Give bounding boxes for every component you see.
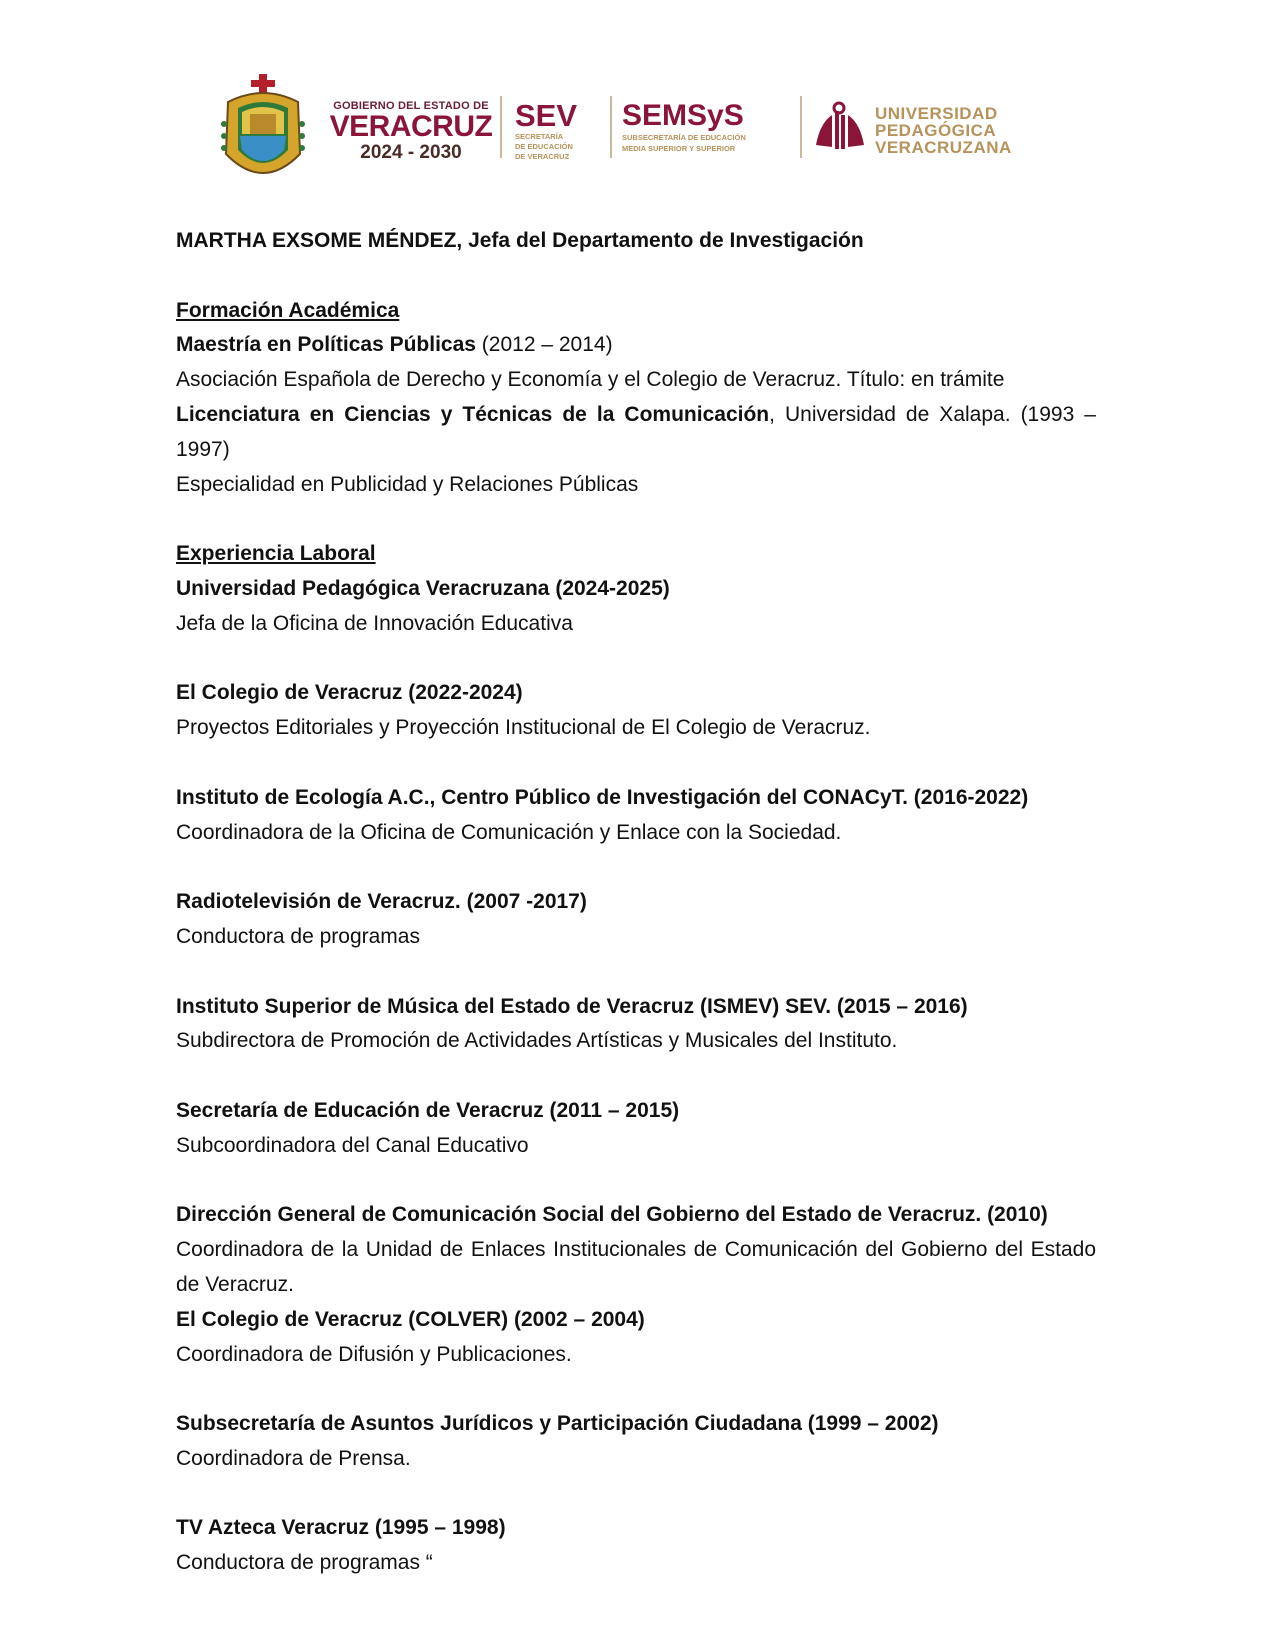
semsys-sub1: SUBSECRETARÍA DE EDUCACIÓN [622,133,746,142]
gobierno-line3: 2024 - 2030 [360,142,462,163]
experience-item [176,781,1096,851]
upv-emblem-icon [814,101,866,153]
sev-logo [515,100,605,162]
sev-title: SEV [515,98,578,133]
experience-item [176,1198,1096,1302]
degree: Licenciatura en Ciencias y Técnicas de la Comunicación [176,402,770,426]
experience-item [176,1303,1096,1373]
role: Conductora de programas “ [176,1551,433,1575]
employer: Dirección General de Comunicación Social del Gobierno del Estado de Veracruz. (2010) [176,1203,1048,1227]
sev-sub3: DE VERACRUZ [515,152,570,161]
cv-heading [176,224,1096,259]
education-item [176,328,1096,363]
divider [500,96,502,158]
experience-item [176,885,1096,955]
semsys-sub2: MEDIA SUPERIOR Y SUPERIOR [622,144,736,153]
upv-line2: PEDAGÓGICA [875,121,997,140]
role: Proyectos Editoriales y Proyección Institucional de El Colegio de Veracruz. [176,716,871,740]
person-role: , Jefa del Departamento de Investigación [456,229,864,252]
employer: Instituto Superior de Música del Estado de Veracruz (ISMEV) SEV. (2015 – 2016) [176,994,968,1018]
education-detail: Especialidad en Publicidad y Relaciones Públicas [176,472,639,496]
sev-sub1: SECRETARÍA [515,132,564,141]
semsys-logo [622,100,792,154]
gobierno-veracruz-logo [326,100,496,164]
education-item [176,398,1096,468]
divider [800,96,802,158]
employer: El Colegio de Veracruz (2022-2024) [176,681,523,705]
role: Subdirectora de Promoción de Actividades Artísticas y Musicales del Instituto. [176,1029,898,1053]
employer: TV Azteca Veracruz (1995 – 1998) [176,1516,506,1540]
upv-line3: VERACRUZANA [875,138,1012,157]
sev-sub2: DE EDUCACIÓN [515,142,573,151]
experience-item [176,572,1096,642]
period: , Universidad de Xalapa. (1993 – 1997) [176,402,1096,461]
experience-item [176,990,1096,1060]
role: Coordinadora de la Unidad de Enlaces Institucionales de Comunicación del Gobierno del Estado de Veracruz. [176,1238,1096,1296]
employer: Universidad Pedagógica Veracruzana (2024-2025) [176,576,670,600]
experience-section [176,537,1096,1581]
upv-line1: UNIVERSIDAD [875,104,998,123]
education-section [176,294,1096,503]
experience-item [176,1407,1096,1477]
cv-document [176,224,1096,1581]
employer: Instituto de Ecología A.C., Centro Público de Investigación del CONACyT. (2016-2022) [176,785,1029,809]
upv-logo [875,105,1012,156]
employer: El Colegio de Veracruz (COLVER) (2002 – 2004) [176,1307,645,1331]
employer: Secretaría de Educación de Veracruz (2011 – 2015) [176,1098,680,1122]
role: Coordinadora de Prensa. [176,1446,411,1470]
letterhead [210,68,1040,193]
person-name: MARTHA EXSOME MÉNDEZ [176,229,457,252]
experience-item [176,676,1096,746]
gobierno-line2: VERACRUZ [329,110,493,143]
section-title-experience: Experiencia Laboral [176,542,376,566]
role: Coordinadora de la Oficina de Comunicación y Enlace con la Sociedad. [176,820,842,844]
role: Coordinadora de Difusión y Publicaciones. [176,1342,572,1366]
veracruz-coat-of-arms-icon [220,74,306,186]
experience-item [176,1094,1096,1164]
education-detail: Asociación Española de Derecho y Economía y el Colegio de Veracruz. Título: en trámite [176,368,1005,392]
role: Conductora de programas [176,924,420,948]
semsys-title: SEMSyS [622,99,744,132]
role: Subcoordinadora del Canal Educativo [176,1133,529,1157]
experience-item [176,1511,1096,1581]
employer: Subsecretaría de Asuntos Jurídicos y Participación Ciudadana (1999 – 2002) [176,1412,939,1436]
divider [610,96,612,158]
role: Jefa de la Oficina de Innovación Educativa [176,611,573,635]
section-title-education: Formación Académica [176,298,400,322]
period: (2012 – 2014) [475,333,613,357]
gobierno-line1: GOBIERNO DEL ESTADO DE [333,100,489,112]
employer: Radiotelevisión de Veracruz. (2007 -2017) [176,890,587,914]
degree: Maestría en Políticas Públicas [176,333,476,357]
